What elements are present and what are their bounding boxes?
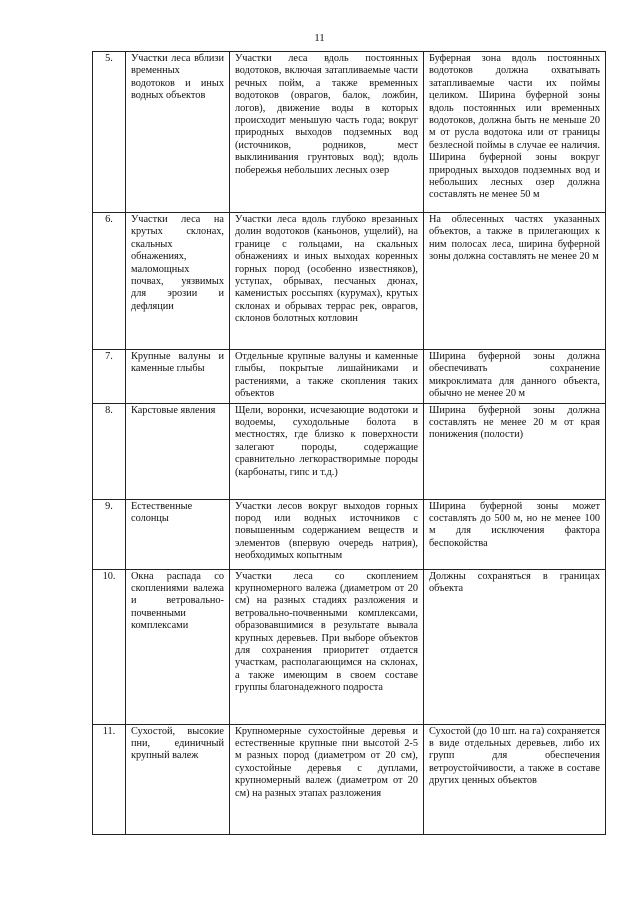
object-name: Участки леса вблизи временных водотоков и иных водных объектов: [126, 52, 230, 213]
row-number: 5.: [93, 52, 126, 213]
buffer-zone-requirement: Сухостой (до 10 шт. на га) сохраняется в виде отдельных деревьев, либо их групп для обеспечения ветроустойчивости, а также в составе других ценных объектов: [424, 724, 606, 834]
buffer-zone-requirement: Ширина буферной зоны может составлять до 500 м, но не менее 100 м для исключения фактора беспокойства: [424, 499, 606, 569]
buffer-zone-requirement: Должны сохраняться в границах объекта: [424, 569, 606, 724]
row-number: 7.: [93, 350, 126, 404]
row-number: 11.: [93, 724, 126, 834]
row-number: 8.: [93, 403, 126, 499]
objects-table: [92, 51, 606, 835]
object-name: Окна распада со скоплениями валежа и ветровально-почвенными комплексами: [126, 569, 230, 724]
row-number: 9.: [93, 499, 126, 569]
object-name: Карстовые явления: [126, 403, 230, 499]
buffer-zone-requirement: Ширина буферной зоны должна обеспечивать сохранение микроклимата для данного объекта, обычно не менее 20 м: [424, 350, 606, 404]
object-description: Отдельные крупные валуны и каменные глыбы, покрытые лишайниками и растениями, а также скопления таких объектов: [230, 350, 424, 404]
object-description: Участки леса вдоль глубоко врезанных долин водотоков (каньонов, ущелий), на границе с гольцами, на скальных обнажениях и иных выходах коренных горных пород (особенно известняков), уступах, обрывах, песчаных дюнах, каменистых россыпях (курумах), крутых склонах и обрывах террас рек, оврагов, склонов болотных котловин: [230, 213, 424, 350]
table-row: [93, 350, 606, 404]
table-row: [93, 499, 606, 569]
object-description: Участки лесов вокруг выходов горных пород или водных источников с повышенным содержанием веществ и элементов (впервую очередь натрия), необходимых копытным: [230, 499, 424, 569]
row-number: 6.: [93, 213, 126, 350]
table-row: [93, 569, 606, 724]
table-row: [93, 52, 606, 213]
row-number: 10.: [93, 569, 126, 724]
buffer-zone-requirement: Буферная зона вдоль постоянных водотоков должна охватывать затапливаемые части их поймы целиком. Ширина буферной зоны вдоль постоянных или временных водотоков, должна быть не меньше 20 м от русла водотока или от границы безлесной поймы в случае ее наличия. Ширина буферной зоны вокруг природных выходов подземных вод и небольших лесных озер должна составлять не менее 50 м: [424, 52, 606, 213]
object-name: Участки леса на крутых склонах, скальных обнажениях, маломощных почвах, уязвимых для эрозии и дефляции: [126, 213, 230, 350]
table-row: [93, 213, 606, 350]
table-row: [93, 724, 606, 834]
object-description: Щели, воронки, исчезающие водотоки и водоемы, суходольные болота в местностях, где близко к поверхности залегают породы, содержащие сравнительно легкорастворимые породы (карбонаты, гипс и т.д.): [230, 403, 424, 499]
object-name: Крупные валуны и каменные глыбы: [126, 350, 230, 404]
object-name: Сухостой, высокие пни, единичный крупный валеж: [126, 724, 230, 834]
buffer-zone-requirement: На облесенных частях указанных объектов, а также в прилегающих к ним полосах леса, ширина буферной зоны должна составлять не менее 20 м: [424, 213, 606, 350]
objects-table-body: [93, 52, 606, 835]
table-row: [93, 403, 606, 499]
buffer-zone-requirement: Ширина буферной зоны должна составлять не менее 20 м от края понижения (полости): [424, 403, 606, 499]
object-description: Участки леса вдоль постоянных водотоков, включая затапливаемые части речных пойм, а также временных водотоков (оврагов, балок, ложбин, логов), движение воды в которых происходит меньшую часть года; вокруг природных выходов подземных вод (источников, родников, мест выклинивания грунтовых вод); вдоль побережья небольших лесных озер: [230, 52, 424, 213]
page-number: 11: [314, 32, 325, 44]
object-description: Участки леса со скоплением крупномерного валежа (диаметром от 20 см) на разных стадиях разложения и ветровально-почвенными комплексами, образовавшимися в результате вывала крупных деревьев. При выборе объектов для сохранения приоритет отдается участкам, располагающимся на склонах, а также имеющим в своем составе группы благонадежного подроста: [230, 569, 424, 724]
object-name: Естественные солонцы: [126, 499, 230, 569]
object-description: Крупномерные сухостойные деревья и естественные крупные пни высотой 2-5 м разных пород (диаметром от 20 см), сухостойные деревья с дуплами, крупномерный валеж (диаметром от 20 см) на разных этапах разложения: [230, 724, 424, 834]
